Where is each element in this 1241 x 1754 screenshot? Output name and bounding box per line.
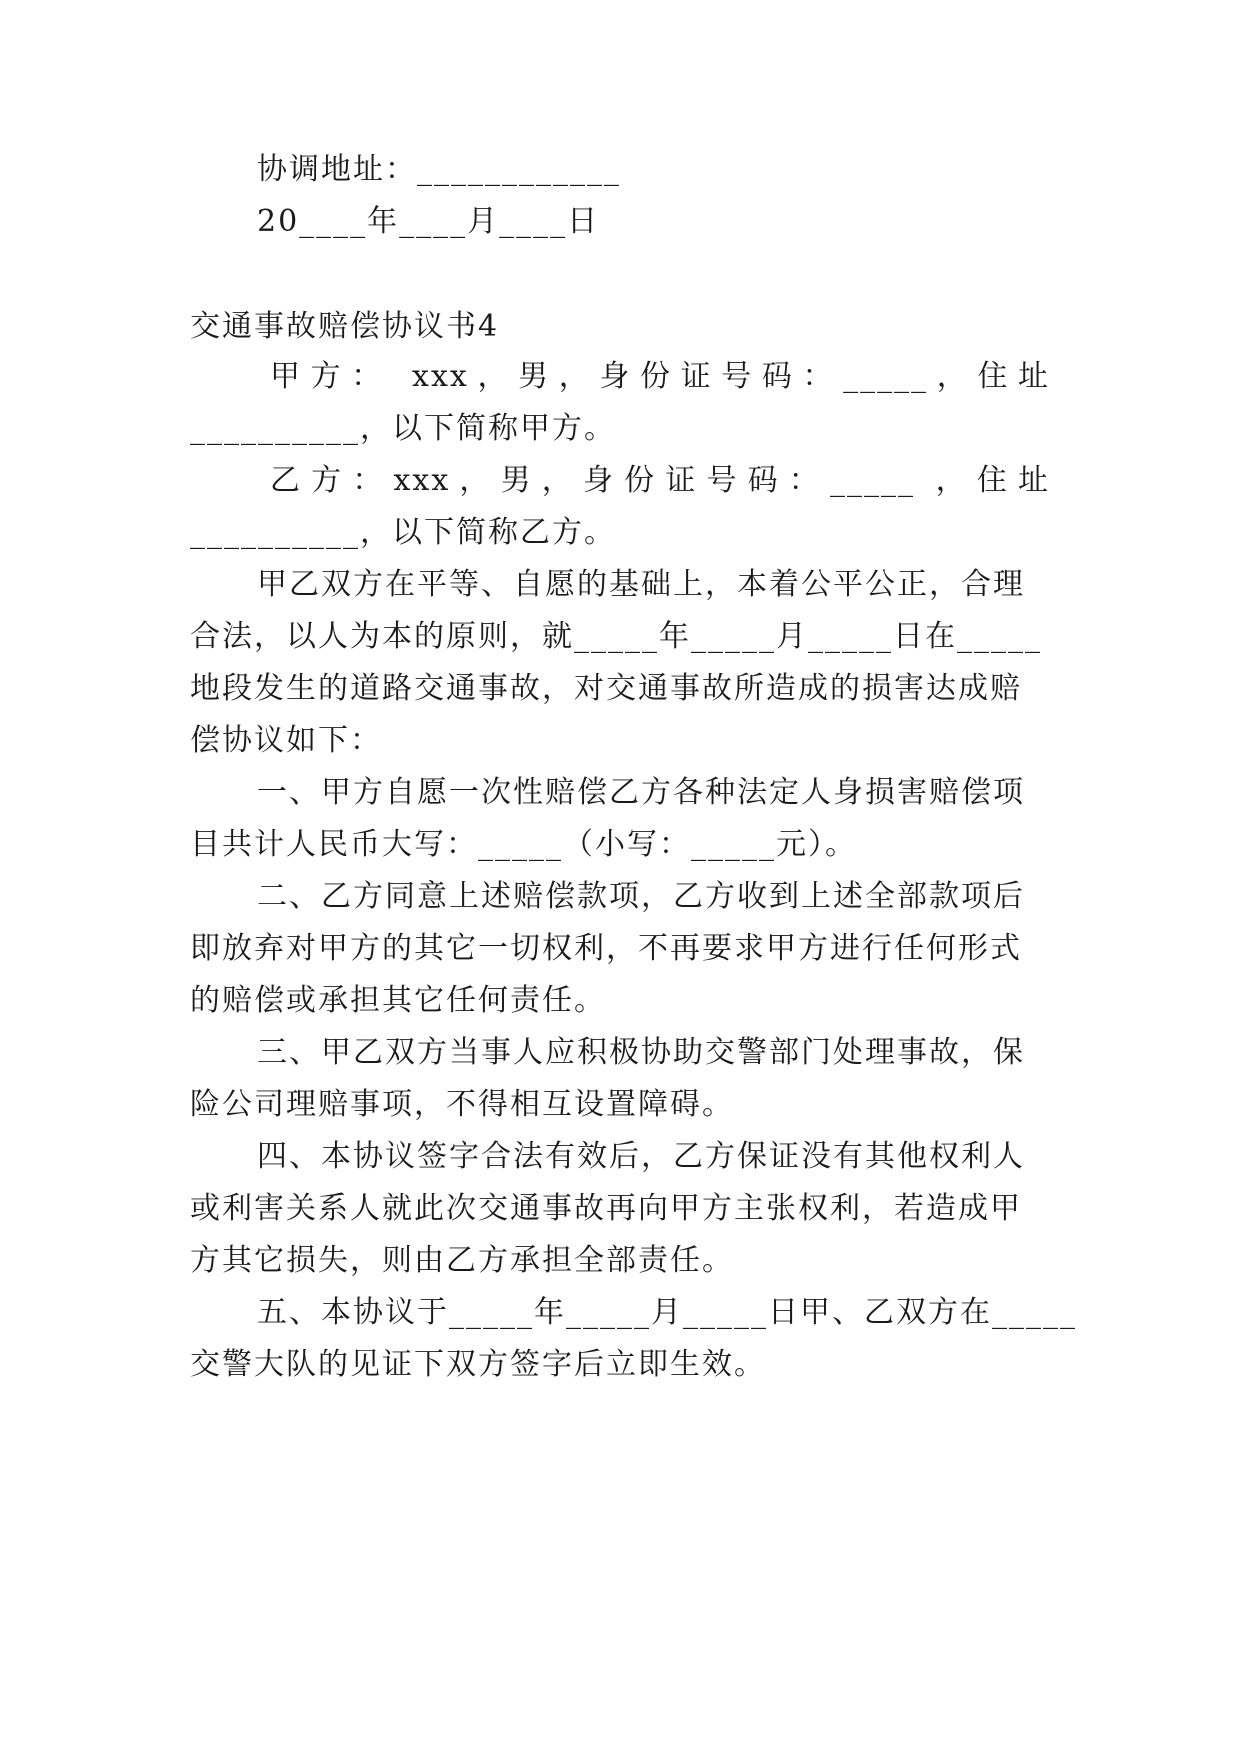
party-b-line: 乙方：xxx，男，身份证号码：_____ ，住址 — [270, 463, 1050, 498]
party-a-line-cont: __________，以下简称甲方。 — [190, 411, 616, 446]
coordination-address-line: 协调地址：____________ — [257, 152, 621, 187]
clause-5-line-2: 交警大队的见证下双方签字后立即生效。 — [190, 1347, 766, 1382]
clause-2-line-2: 即放弃对甲方的其它一切权利，不再要求甲方进行任何形式 — [190, 931, 1022, 966]
preamble-line-2: 合法，以人为本的原则，就_____年_____月_____日在_____ — [190, 619, 1042, 654]
clause-4-line-2: 或利害关系人就此次交通事故再向甲方主张权利，若造成甲 — [190, 1191, 1022, 1226]
clause-1-line-1: 一、甲方自愿一次性赔偿乙方各种法定人身损害赔偿项 — [257, 775, 1025, 810]
clause-2-line-1: 二、乙方同意上述赔偿款项，乙方收到上述全部款项后 — [257, 879, 1025, 914]
preamble-line-1: 甲乙双方在平等、自愿的基础上，本着公平公正，合理 — [257, 567, 1025, 602]
clause-1-line-2: 目共计人民币大写：_____（小写：_____元）。 — [190, 827, 857, 862]
agreement-title: 交通事故赔偿协议书4 — [190, 309, 500, 344]
clause-4-line-3: 方其它损失，则由乙方承担全部责任。 — [190, 1243, 734, 1278]
preamble-line-3: 地段发生的道路交通事故，对交通事故所造成的损害达成赔 — [190, 671, 1022, 706]
preamble-line-4: 偿协议如下： — [190, 723, 382, 758]
clause-4-line-1: 四、本协议签字合法有效后，乙方保证没有其他权利人 — [257, 1139, 1025, 1174]
party-b-line-cont: __________，以下简称乙方。 — [190, 515, 616, 550]
date-line: 20____年____月____日 — [257, 204, 600, 239]
clause-3-line-2: 险公司理赔事项，不得相互设置障碍。 — [190, 1087, 734, 1122]
clause-2-line-3: 的赔偿或承担其它任何责任。 — [190, 983, 606, 1018]
clause-5-line-1: 五、本协议于_____年_____月_____日甲、乙双方在_____ — [257, 1295, 1077, 1330]
party-a-line: 甲方： xxx，男，身份证号码：_____，住址 — [270, 359, 1050, 394]
clause-3-line-1: 三、甲乙双方当事人应积极协助交警部门处理事故，保 — [257, 1035, 1025, 1070]
